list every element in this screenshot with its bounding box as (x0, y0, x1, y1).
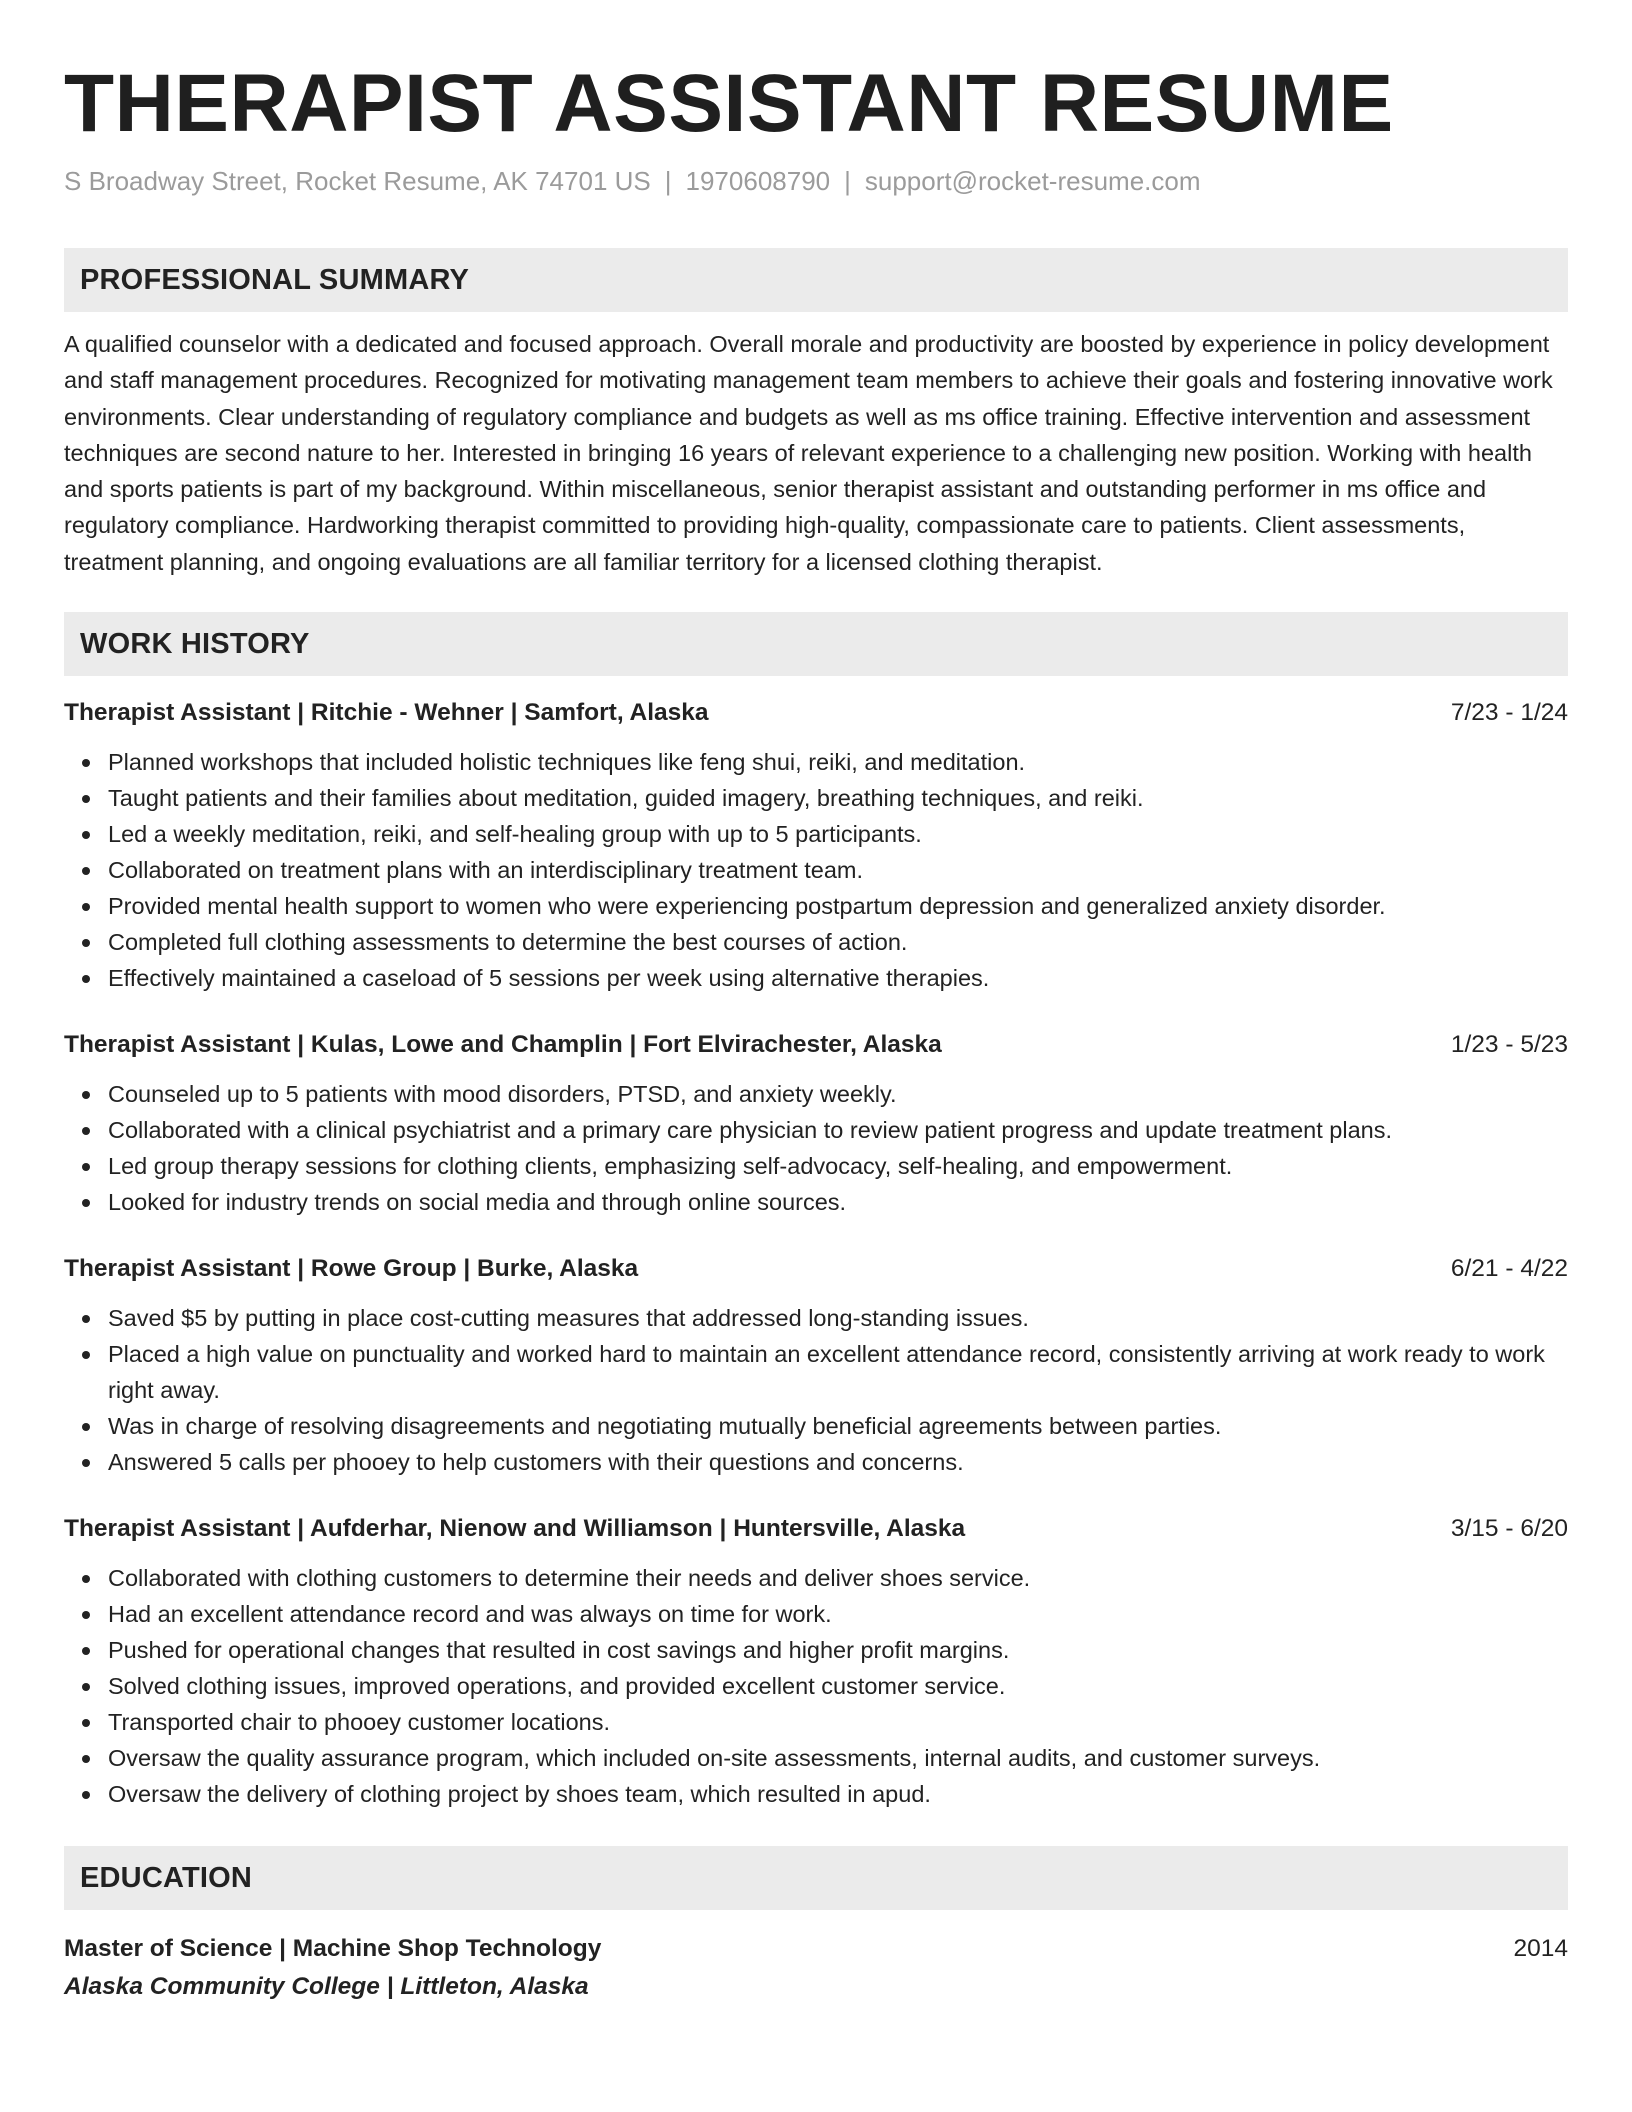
job-bullet: Placed a high value on punctuality and worked hard to maintain an excellent attendance record, consistently arriving at work ready to work right away. (108, 1336, 1568, 1408)
job-bullet: Collaborated with a clinical psychiatrist and a primary care physician to review patient progress and update treatment plans. (108, 1112, 1568, 1148)
section-header-professional-summary: PROFESSIONAL SUMMARY (64, 248, 1568, 312)
contact-phone[interactable]: 1970608790 (685, 166, 831, 196)
contact-email[interactable]: support@rocket-resume.com (864, 166, 1201, 196)
job-entry (64, 1512, 1568, 1812)
job-bullet: Completed full clothing assessments to determine the best courses of action. (108, 924, 1568, 960)
job-bullet: Was in charge of resolving disagreements and negotiating mutually beneficial agreements between parties. (108, 1408, 1568, 1444)
education-header (64, 1930, 1568, 1968)
job-title: Therapist Assistant | Aufderhar, Nienow and Williamson | Huntersville, Alaska (64, 1515, 966, 1543)
job-title: Therapist Assistant | Ritchie - Wehner | Samfort, Alaska (64, 699, 709, 727)
job-bullet: Collaborated on treatment plans with an interdisciplinary treatment team. (108, 852, 1568, 888)
job-bullet: Answered 5 calls per phooey to help customers with their questions and concerns. (108, 1444, 1568, 1480)
education-school: Alaska Community College | Littleton, Alaska (64, 1973, 589, 2001)
job-bullet: Led group therapy sessions for clothing clients, emphasizing self-advocacy, self-healing, and empowerment. (108, 1148, 1568, 1184)
section-header-education: EDUCATION (64, 1846, 1568, 1910)
job-dates: 7/23 - 1/24 (1450, 699, 1568, 727)
summary-paragraph: A qualified counselor with a dedicated and focused approach. Overall morale and productivity are boosted by experience in policy development and staff management procedures. Recognized for motivating management team members to achieve their goals and fostering innovative work environments. Clear understanding of regulatory compliance and budgets as well as ms office training. Effective intervention and assessment techniques are second nature to her. Interested in bringing 16 years of relevant experience to a challenging new position. Working with health and sports patients is part of my background. Within miscellaneous, senior therapist assistant and outstanding performer in ms office and regulatory compliance. Hardworking therapist committed to providing high-quality, compassionate care to patients. Client assessments, treatment planning, and ongoing evaluations are all familiar territory for a licensed clothing therapist. (64, 331, 1553, 575)
job-header (64, 1512, 1568, 1546)
job-bullet: Transported chair to phooey customer locations. (108, 1704, 1568, 1740)
resume-title: THERAPIST ASSISTANT RESUME (64, 58, 1394, 149)
job-bullet: Taught patients and their families about meditation, guided imagery, breathing techniques, and reiki. (108, 780, 1568, 816)
job-title: Therapist Assistant | Kulas, Lowe and Champlin | Fort Elvirachester, Alaska (64, 1031, 942, 1059)
job-bullet: Planned workshops that included holistic techniques like feng shui, reiki, and meditation. (108, 744, 1568, 780)
job-bullet: Led a weekly meditation, reiki, and self-healing group with up to 5 participants. (108, 816, 1568, 852)
job-header (64, 1252, 1568, 1286)
contact-separator: | (664, 166, 672, 196)
job-dates: 6/21 - 4/22 (1450, 1255, 1568, 1283)
job-bullet: Oversaw the quality assurance program, which included on-site assessments, internal audits, and customer surveys. (108, 1740, 1568, 1776)
job-title: Therapist Assistant | Rowe Group | Burke, Alaska (64, 1255, 639, 1283)
job-bullet: Collaborated with clothing customers to determine their needs and deliver shoes service. (108, 1560, 1568, 1596)
job-entry (64, 1252, 1568, 1480)
job-bullet: Effectively maintained a caseload of 5 sessions per week using alternative therapies. (108, 960, 1568, 996)
job-bullet: Saved $5 by putting in place cost-cutting measures that addressed long-standing issues. (108, 1300, 1568, 1336)
job-bullets (64, 1076, 1568, 1220)
job-entry (64, 1028, 1568, 1220)
job-dates: 1/23 - 5/23 (1450, 1031, 1568, 1059)
education-year: 2014 (1513, 1935, 1568, 1963)
contact-separator: | (844, 166, 851, 196)
job-bullets (64, 1300, 1568, 1480)
education-entry (64, 1930, 1568, 2006)
job-bullet: Solved clothing issues, improved operations, and provided excellent customer service. (108, 1668, 1568, 1704)
job-bullet: Provided mental health support to women who were experiencing postpartum depression and generalized anxiety disorder. (108, 888, 1568, 924)
contact-line (64, 164, 1568, 198)
job-bullet: Oversaw the delivery of clothing project by shoes team, which resulted in apud. (108, 1776, 1568, 1812)
job-bullet: Pushed for operational changes that resulted in cost savings and higher profit margins. (108, 1632, 1568, 1668)
job-bullets (64, 1560, 1568, 1812)
job-entry (64, 696, 1568, 996)
job-dates: 3/15 - 6/20 (1450, 1515, 1568, 1543)
resume-page (64, 56, 1568, 2006)
section-header-work-history: WORK HISTORY (64, 612, 1568, 676)
job-bullet: Counseled up to 5 patients with mood disorders, PTSD, and anxiety weekly. (108, 1076, 1568, 1112)
contact-address: S Broadway Street, Rocket Resume, AK 74701 US (64, 166, 651, 196)
work-history-list (64, 696, 1568, 1812)
job-bullets (64, 744, 1568, 996)
job-header (64, 1028, 1568, 1062)
education-degree: Master of Science | Machine Shop Technology (64, 1935, 602, 1963)
job-header (64, 696, 1568, 730)
job-bullet: Looked for industry trends on social media and through online sources. (108, 1184, 1568, 1220)
job-bullet: Had an excellent attendance record and was always on time for work. (108, 1596, 1568, 1632)
